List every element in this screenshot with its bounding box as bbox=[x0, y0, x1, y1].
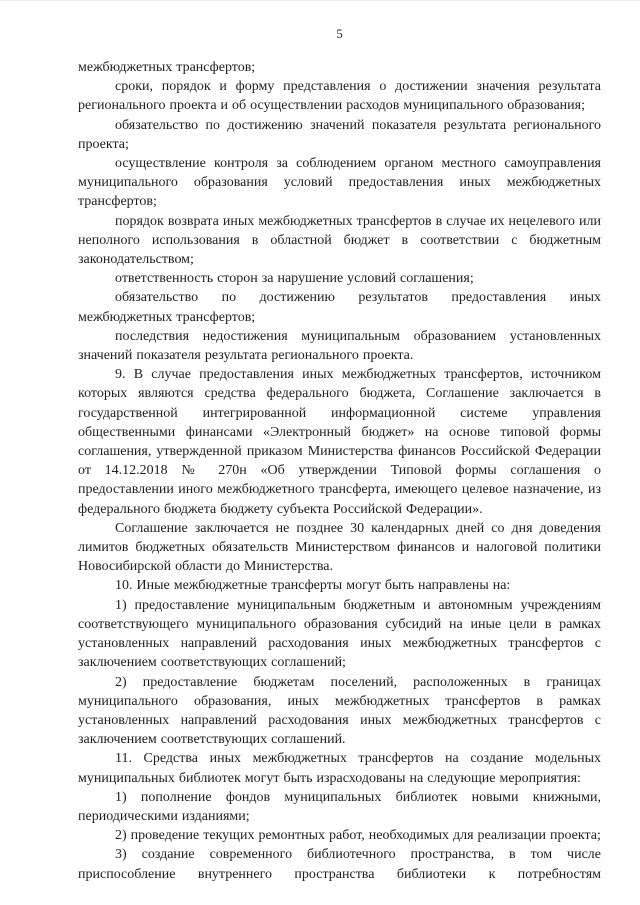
paragraph: сроки, порядок и форму представления о достижении значения результата регионального проекта и об осуществлении расходов муниципального образования; bbox=[78, 79, 601, 114]
paragraph: 2) предоставление бюджетам поселений, расположенных в границах муниципального образования, иных межбюджетных трансфертов в рамках установленных направлений расходования иных межбюджетных трансфертов с заключением соответствующих соглашений. bbox=[78, 674, 601, 748]
paragraph: 9. В случае предоставления иных межбюджетных трансфертов, источником которых являются средства федерального бюджета, Соглашение заключается в государственной интегрированной информационной системе управления общественными финансами «Электронный бюджет» на основе типовой формы соглашения, утвержденной приказом Министерства финансов Российской Федерации от 14.12.2018 № 270н «Об утверждении Типовой формы соглашения о предоставлении иного межбюджетного трансферта, имеющего целевое назначение, из федерального бюджета бюджету субъекта Российской Федерации». bbox=[78, 367, 601, 517]
page-number: 5 bbox=[336, 26, 343, 41]
paragraph: последствия недостижения муниципальным образованием установленных значений показателя результата регионального проекта. bbox=[78, 328, 601, 364]
paragraph: 3) создание современного библиотечного пространства, в том числе приспособление внутреннего пространства библиотеки к потребностям bbox=[78, 847, 601, 882]
paragraph: 11. Средства иных межбюджетных трансфертов на создание модельных муниципальных библиотек могут быть израсходованы на следующие мероприятия: bbox=[78, 751, 601, 786]
paragraph: 1) пополнение фондов муниципальных библиотек новыми книжными, периодическими изданиями; bbox=[78, 789, 601, 824]
paragraph: 2) проведение текущих ремонтных работ, необходимых для реализации проекта; bbox=[115, 828, 601, 844]
paragraph: осуществление контроля за соблюдением органом местного самоуправления муниципального образования условий предоставления иных межбюджетных трансфертов; bbox=[78, 156, 601, 210]
paragraph: порядок возврата иных межбюджетных трансфертов в случае их нецелевого или неполного использования в областной бюджет в соответствии с бюджетным законодательством; bbox=[78, 213, 601, 268]
paragraph: ответственность сторон за нарушение условий соглашения; bbox=[115, 271, 474, 287]
paragraph: обязательство по достижению значений показателя результата регионального проекта; bbox=[78, 117, 601, 152]
document-body bbox=[78, 58, 601, 884]
paragraph: обязательство по достижению результатов предоставления иных межбюджетных трансфертов; bbox=[78, 290, 601, 325]
paragraph: Соглашение заключается не позднее 30 календарных дней со дня доведения лимитов бюджетных обязательств Министерством финансов и налоговой политики Новосибирской области до Министерства. bbox=[78, 520, 601, 575]
paragraph: 10. Иные межбюджетные трансферты могут быть направлены на: bbox=[115, 578, 511, 594]
scan-edge-artifact bbox=[0, 0, 640, 1]
paragraph: 1) предоставление муниципальным бюджетным и автономным учреждениям соответствующего муниципального образования субсидий на иные цели в рамках установленных направлений расходования иных межбюджетных трансфертов с заключением соответствующих соглашений; bbox=[78, 597, 601, 671]
paragraph: межбюджетных трансфертов; bbox=[78, 60, 256, 75]
